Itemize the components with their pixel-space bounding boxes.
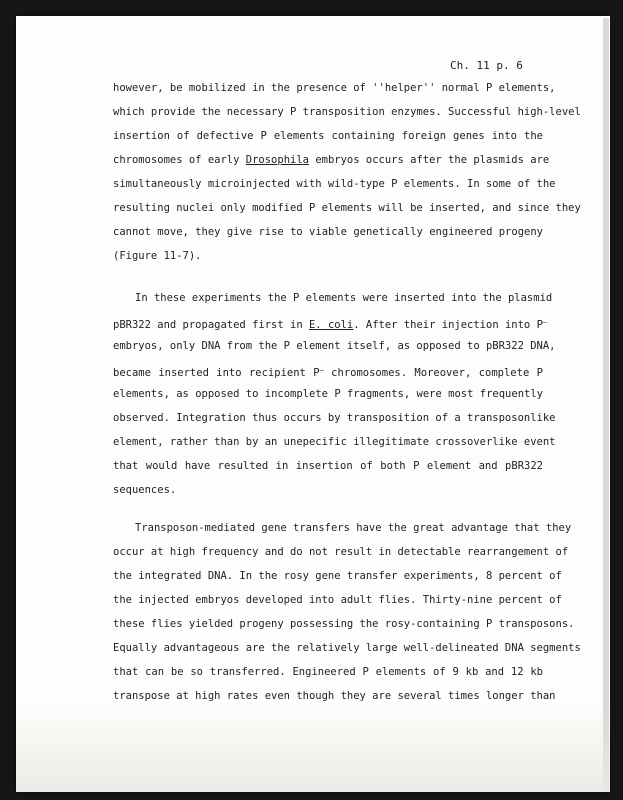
- paragraph-3: [113, 516, 581, 708]
- text-line: elements, as opposed to incomplete P fragments, were most frequently: [113, 388, 543, 400]
- text-line: insertion of defective P elements containing foreign genes into the: [113, 130, 543, 142]
- text-line: these flies yielded progeny possessing the rosy-containing P transposons.: [113, 618, 575, 630]
- text-line: that can be so transferred. Engineered P elements of 9 kb and 12 kb: [113, 666, 543, 678]
- text-line: resulting nuclei only modified P elements will be inserted, and since they: [113, 202, 581, 214]
- text-line: observed. Integration thus occurs by transposition of a transposonlike: [113, 412, 556, 424]
- text-line: chromosomes of early Drosophila embryos occurs after the plasmids are: [113, 154, 550, 166]
- text-line: the injected embryos developed into adult flies. Thirty-nine percent of: [113, 594, 562, 606]
- text-line: element, rather than by an unepecific illegitimate crossoverlike event: [113, 436, 556, 448]
- page-edge: [603, 18, 609, 790]
- text-line: the integrated DNA. In the rosy gene transfer experiments, 8 percent of: [113, 570, 562, 582]
- text-line: cannot move, they give rise to viable genetically engineered progeny: [113, 226, 543, 238]
- text-line: became inserted into recipient P– chromosomes. Moreover, complete P: [113, 366, 543, 379]
- text-line: that would have resulted in insertion of both P element and pBR322: [113, 460, 543, 472]
- text-line: embryos, only DNA from the P element itself, as opposed to pBR322 DNA,: [113, 340, 556, 352]
- text-line: however, be mobilized in the presence of ''helper'' normal P elements,: [113, 82, 556, 94]
- text-line: sequences.: [113, 484, 177, 496]
- text-line: which provide the necessary P transposition enzymes. Successful high-level: [113, 106, 581, 118]
- paragraph-2: [113, 286, 556, 502]
- text-line: simultaneously microinjected with wild-type P elements. In some of the: [113, 178, 556, 190]
- text-line: In these experiments the P elements were inserted into the plasmid: [135, 292, 553, 304]
- drosophila-term: Drosophila: [245, 154, 309, 166]
- page-shadow: [16, 705, 610, 792]
- text-line: pBR322 and propagated first in E. coli. After their injection into P–: [113, 318, 548, 331]
- paragraph-1: [113, 76, 581, 268]
- text-line: occur at high frequency and do not result in detectable rearrangement of: [113, 546, 569, 558]
- text-line: Transposon-mediated gene transfers have the great advantage that they: [135, 522, 572, 534]
- page-number-header: Ch. 11 p. 6: [450, 59, 523, 72]
- text-line: Equally advantageous are the relatively large well-delineated DNA segments: [113, 642, 581, 654]
- e-coli-term: E. coli: [308, 319, 354, 331]
- text-line: transpose at high rates even though they are several times longer than: [113, 690, 556, 702]
- text-line: (Figure 11-7).: [113, 250, 202, 262]
